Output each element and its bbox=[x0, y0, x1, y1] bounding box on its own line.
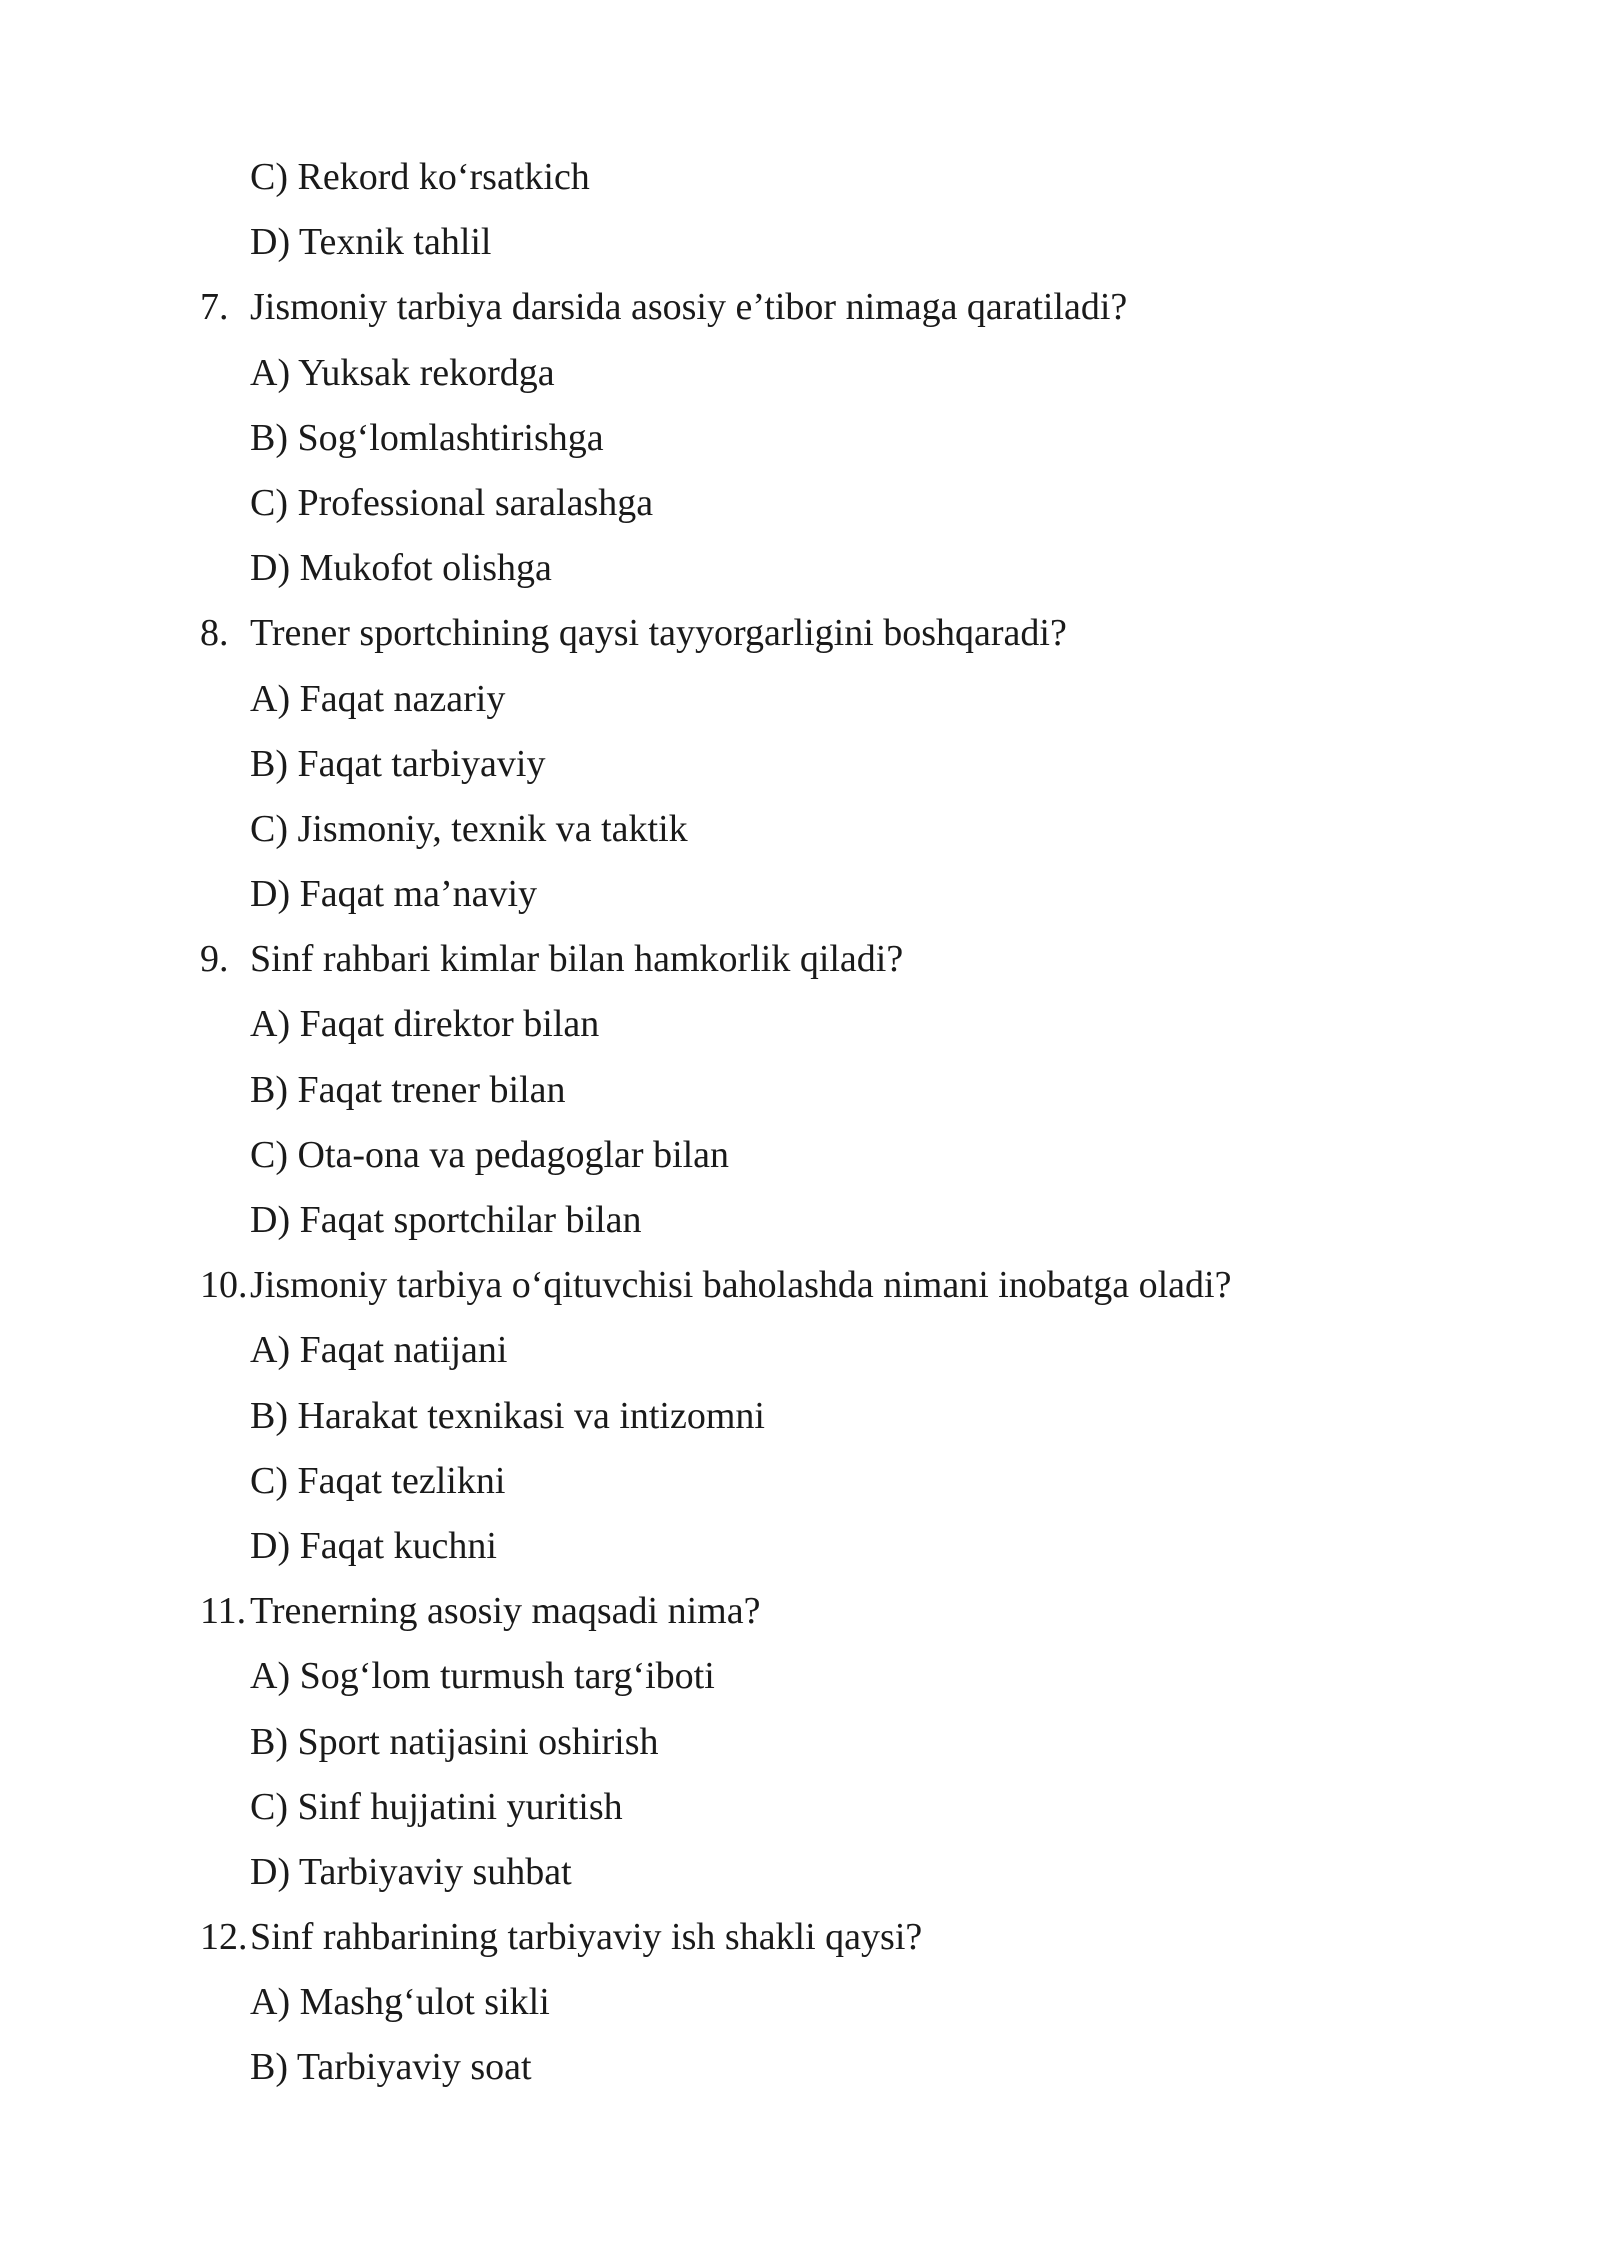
question-number: 10. bbox=[200, 1264, 248, 1307]
question-number: 7. bbox=[200, 286, 229, 329]
answer-option-text: C) Ota-ona va pedagoglar bilan bbox=[250, 1133, 730, 1176]
answer-option-text: C) Jismoniy, texnik va taktik bbox=[250, 807, 688, 850]
question-line bbox=[0, 929, 1600, 994]
answer-option-text: B) Faqat trener bilan bbox=[250, 1068, 566, 1111]
answer-option bbox=[0, 1712, 1600, 1777]
answer-option bbox=[0, 864, 1600, 929]
answer-option bbox=[0, 669, 1600, 734]
question-text: Sinf rahbarining tarbiyaviy ish shakli qaysi? bbox=[250, 1916, 923, 1959]
answer-option-text: A) Faqat natijani bbox=[250, 1329, 508, 1372]
answer-option bbox=[0, 994, 1600, 1059]
answer-option-text: D) Faqat sportchilar bilan bbox=[250, 1199, 642, 1241]
answer-option-text: A) Faqat nazariy bbox=[250, 677, 506, 720]
answer-option-text: C) Professional saralashga bbox=[250, 481, 654, 524]
answer-option-text: D) Mukofot olishga bbox=[250, 547, 552, 590]
answer-option-text: B) Sog‘lomlashtirishga bbox=[250, 416, 604, 459]
answer-option bbox=[0, 1646, 1600, 1711]
answer-option-text: A) Faqat direktor bilan bbox=[250, 1003, 600, 1046]
question-line bbox=[0, 1255, 1600, 1320]
answer-option bbox=[0, 799, 1600, 864]
answer-option-text: C) Rekord ko‘rsatkich bbox=[250, 156, 590, 198]
answer-option bbox=[0, 343, 1600, 408]
answer-option bbox=[0, 1451, 1600, 1516]
question-text: Trenerning asosiy maqsadi nima? bbox=[250, 1590, 761, 1633]
answer-option-text: D) Tarbiyaviy suhbat bbox=[250, 1850, 572, 1893]
answer-option bbox=[0, 1125, 1600, 1190]
answer-option bbox=[0, 473, 1600, 538]
answer-option bbox=[0, 1320, 1600, 1385]
answer-option bbox=[0, 1516, 1600, 1581]
answer-option bbox=[0, 1060, 1600, 1125]
answer-option-text: D) Texnik tahlil bbox=[250, 221, 492, 264]
answer-option-text: B) Harakat texnikasi va intizomni bbox=[250, 1394, 765, 1437]
question-line bbox=[0, 1581, 1600, 1646]
question-line bbox=[0, 603, 1600, 668]
answer-option bbox=[0, 1842, 1600, 1907]
answer-option-text: B) Faqat tarbiyaviy bbox=[250, 742, 546, 785]
question-number: 8. bbox=[200, 612, 229, 655]
answer-option bbox=[0, 1386, 1600, 1451]
answer-option-text: A) Sog‘lom turmush targ‘iboti bbox=[250, 1655, 715, 1698]
answer-option-text: C) Sinf hujjatini yuritish bbox=[250, 1785, 623, 1828]
question-text: Jismoniy tarbiya darsida asosiy e’tibor nimaga qaratiladi? bbox=[250, 286, 1128, 329]
answer-option bbox=[0, 734, 1600, 799]
answer-option-text: B) Sport natijasini oshirish bbox=[250, 1720, 659, 1763]
answer-option bbox=[0, 2037, 1600, 2102]
question-number: 12. bbox=[200, 1916, 248, 1959]
question-number: 9. bbox=[200, 938, 229, 981]
answer-option-text: D) Faqat kuchni bbox=[250, 1524, 497, 1567]
answer-option bbox=[0, 1972, 1600, 2037]
answer-option bbox=[0, 538, 1600, 603]
answer-option bbox=[0, 1777, 1600, 1842]
question-text: Trener sportchining qaysi tayyorgarligini boshqaradi? bbox=[250, 612, 1067, 655]
answer-option-text: D) Faqat ma’naviy bbox=[250, 873, 538, 916]
question-list bbox=[0, 147, 1600, 2103]
answer-option bbox=[0, 1190, 1600, 1255]
answer-option bbox=[0, 212, 1600, 277]
question-number: 11. bbox=[200, 1590, 247, 1633]
answer-option bbox=[0, 408, 1600, 473]
question-text: Jismoniy tarbiya o‘qituvchisi baholashda nimani inobatga oladi? bbox=[250, 1264, 1232, 1307]
answer-option-text: B) Tarbiyaviy soat bbox=[250, 2046, 532, 2089]
answer-option bbox=[0, 147, 1600, 212]
question-line bbox=[0, 277, 1600, 342]
answer-option-text: A) Mashg‘ulot sikli bbox=[250, 1981, 550, 2024]
answer-option-text: C) Faqat tezlikni bbox=[250, 1459, 506, 1502]
question-text: Sinf rahbari kimlar bilan hamkorlik qiladi? bbox=[250, 938, 904, 981]
question-line bbox=[0, 1907, 1600, 1972]
answer-option-text: A) Yuksak rekordga bbox=[250, 351, 555, 394]
